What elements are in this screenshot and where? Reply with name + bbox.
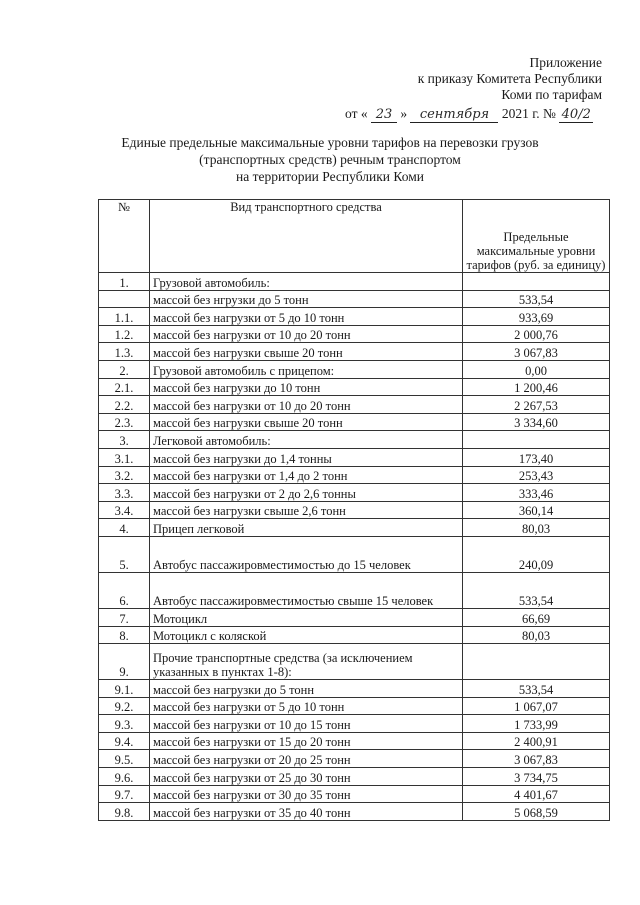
table-row bbox=[99, 448, 610, 466]
row-number: 2.2. bbox=[99, 396, 150, 414]
row-vehicle-type: Грузовой автомобиль: bbox=[150, 273, 463, 291]
appendix-line: Коми по тарифам bbox=[501, 87, 602, 102]
row-number: 9.4. bbox=[99, 732, 150, 750]
row-tariff: 1 200,46 bbox=[463, 378, 610, 396]
table-row bbox=[99, 768, 610, 786]
table-header-row bbox=[99, 200, 610, 273]
row-vehicle-type: массой без нагрузки свыше 20 тонн bbox=[150, 343, 463, 361]
row-vehicle-type: Автобус пассажировместимостью свыше 15 человек bbox=[150, 572, 463, 608]
row-number: 2.3. bbox=[99, 413, 150, 431]
table-row bbox=[99, 750, 610, 768]
row-vehicle-type: массой без нагрузки до 10 тонн bbox=[150, 378, 463, 396]
row-number: 1.3. bbox=[99, 343, 150, 361]
row-vehicle-type: массой без нагрузки от 20 до 25 тонн bbox=[150, 750, 463, 768]
row-number: 9.7. bbox=[99, 785, 150, 803]
row-vehicle-type: массой без нагрузки от 1,4 до 2 тонн bbox=[150, 466, 463, 484]
row-number: 9.8. bbox=[99, 803, 150, 821]
row-number: 2. bbox=[99, 360, 150, 378]
table-row bbox=[99, 697, 610, 715]
row-tariff: 533,54 bbox=[463, 572, 610, 608]
row-tariff: 2 000,76 bbox=[463, 325, 610, 343]
order-date-line bbox=[345, 106, 625, 123]
number-label: № bbox=[543, 106, 556, 121]
row-vehicle-type: Мотоцикл bbox=[150, 608, 463, 626]
row-vehicle-type: Прицеп легковой bbox=[150, 519, 463, 537]
row-vehicle-type: Автобус пассажировместимостью до 15 человек bbox=[150, 536, 463, 572]
date-year: 2021 г. bbox=[501, 106, 540, 121]
row-number: 5. bbox=[99, 536, 150, 572]
table-row bbox=[99, 785, 610, 803]
row-tariff bbox=[463, 273, 610, 291]
row-number: 3.4. bbox=[99, 501, 150, 519]
row-tariff: 1 067,07 bbox=[463, 697, 610, 715]
table-row bbox=[99, 644, 610, 680]
row-vehicle-type: массой без нагрузки до 5 тонн bbox=[150, 680, 463, 698]
row-tariff: 240,09 bbox=[463, 536, 610, 572]
row-number: 9. bbox=[99, 644, 150, 680]
row-tariff: 533,54 bbox=[463, 290, 610, 308]
row-vehicle-type: массой без нагрузки от 30 до 35 тонн bbox=[150, 785, 463, 803]
row-number: 3.1. bbox=[99, 448, 150, 466]
row-number: 1.2. bbox=[99, 325, 150, 343]
table-row bbox=[99, 680, 610, 698]
row-number bbox=[99, 290, 150, 308]
table-row bbox=[99, 803, 610, 821]
date-prefix: от « bbox=[345, 106, 368, 121]
table-row bbox=[99, 626, 610, 644]
table-row bbox=[99, 519, 610, 537]
table-row bbox=[99, 413, 610, 431]
row-number: 4. bbox=[99, 519, 150, 537]
row-tariff: 333,46 bbox=[463, 484, 610, 502]
row-tariff: 66,69 bbox=[463, 608, 610, 626]
row-tariff bbox=[463, 644, 610, 680]
row-tariff bbox=[463, 431, 610, 449]
row-tariff: 3 067,83 bbox=[463, 343, 610, 361]
row-tariff: 3 734,75 bbox=[463, 768, 610, 786]
row-tariff: 4 401,67 bbox=[463, 785, 610, 803]
row-vehicle-type: массой без нагрузки от 25 до 30 тонн bbox=[150, 768, 463, 786]
row-number: 9.3. bbox=[99, 715, 150, 733]
row-vehicle-type: массой без нагрузки от 2 до 2,6 тонны bbox=[150, 484, 463, 502]
row-tariff: 3 334,60 bbox=[463, 413, 610, 431]
title-line: на территории Республики Коми bbox=[236, 169, 424, 184]
row-number: 9.2. bbox=[99, 697, 150, 715]
document-title bbox=[95, 134, 565, 185]
row-tariff: 533,54 bbox=[463, 680, 610, 698]
row-vehicle-type: массой без нагрузки от 15 до 20 тонн bbox=[150, 732, 463, 750]
table-row bbox=[99, 572, 610, 608]
date-quote: » bbox=[400, 106, 408, 121]
appendix-line: к приказу Комитета Республики bbox=[417, 71, 602, 86]
row-number: 1.1. bbox=[99, 308, 150, 326]
row-number: 3. bbox=[99, 431, 150, 449]
appendix-block bbox=[418, 55, 602, 103]
header-num: № bbox=[99, 200, 150, 273]
table-row bbox=[99, 290, 610, 308]
table-row bbox=[99, 732, 610, 750]
title-line: (транспортных средств) речным транспортом bbox=[199, 152, 461, 167]
row-tariff: 80,03 bbox=[463, 626, 610, 644]
table-row bbox=[99, 715, 610, 733]
row-vehicle-type: массой без нагрузки от 10 до 20 тонн bbox=[150, 396, 463, 414]
title-line: Единые предельные максимальные уровни тарифов на перевозки грузов bbox=[121, 135, 539, 150]
row-vehicle-type: массой без нагрузки свыше 20 тонн bbox=[150, 413, 463, 431]
table-row bbox=[99, 343, 610, 361]
table-row bbox=[99, 308, 610, 326]
table-row bbox=[99, 273, 610, 291]
row-tariff: 173,40 bbox=[463, 448, 610, 466]
row-vehicle-type: массой без нагрузки от 5 до 10 тонн bbox=[150, 308, 463, 326]
row-number: 3.3. bbox=[99, 484, 150, 502]
header-vehicle-type: Вид транспортного средства bbox=[150, 200, 463, 273]
row-tariff: 1 733,99 bbox=[463, 715, 610, 733]
table-row bbox=[99, 484, 610, 502]
row-number: 3.2. bbox=[99, 466, 150, 484]
header-tariff: Предельные максимальные уровни тарифов (руб. за единицу) bbox=[463, 200, 610, 273]
row-vehicle-type: массой без нагрузки свыше 2,6 тонн bbox=[150, 501, 463, 519]
table-row bbox=[99, 501, 610, 519]
row-number: 8. bbox=[99, 626, 150, 644]
row-tariff: 80,03 bbox=[463, 519, 610, 537]
row-vehicle-type: массой без нагрузки от 10 до 15 тонн bbox=[150, 715, 463, 733]
row-tariff: 0,00 bbox=[463, 360, 610, 378]
table-row bbox=[99, 431, 610, 449]
row-tariff: 933,69 bbox=[463, 308, 610, 326]
row-number: 9.6. bbox=[99, 768, 150, 786]
row-number: 9.5. bbox=[99, 750, 150, 768]
row-number: 1. bbox=[99, 273, 150, 291]
row-vehicle-type: Мотоцикл с коляской bbox=[150, 626, 463, 644]
date-day: 23 bbox=[371, 107, 397, 123]
row-tariff: 360,14 bbox=[463, 501, 610, 519]
appendix-line: Приложение bbox=[529, 55, 602, 70]
row-tariff: 2 267,53 bbox=[463, 396, 610, 414]
table-row bbox=[99, 396, 610, 414]
row-tariff: 253,43 bbox=[463, 466, 610, 484]
row-tariff: 2 400,91 bbox=[463, 732, 610, 750]
row-number: 9.1. bbox=[99, 680, 150, 698]
row-vehicle-type: Легковой автомобиль: bbox=[150, 431, 463, 449]
table-row bbox=[99, 466, 610, 484]
row-number: 2.1. bbox=[99, 378, 150, 396]
row-vehicle-type: массой без нгрузки до 5 тонн bbox=[150, 290, 463, 308]
row-vehicle-type: Грузовой автомобиль с прицепом: bbox=[150, 360, 463, 378]
row-vehicle-type: массой без нагрузки от 35 до 40 тонн bbox=[150, 803, 463, 821]
date-month: сентября bbox=[410, 107, 498, 123]
tariff-table bbox=[98, 199, 610, 821]
row-tariff: 3 067,83 bbox=[463, 750, 610, 768]
table-row bbox=[99, 536, 610, 572]
table-row bbox=[99, 608, 610, 626]
table-row bbox=[99, 378, 610, 396]
table-row bbox=[99, 360, 610, 378]
row-vehicle-type: Прочие транспортные средства (за исключением указанных в пунктах 1-8): bbox=[150, 644, 463, 680]
row-tariff: 5 068,59 bbox=[463, 803, 610, 821]
row-vehicle-type: массой без нагрузки от 5 до 10 тонн bbox=[150, 697, 463, 715]
row-vehicle-type: массой без нагрузки от 10 до 20 тонн bbox=[150, 325, 463, 343]
row-number: 6. bbox=[99, 572, 150, 608]
order-number: 40/2 bbox=[559, 107, 593, 123]
table-row bbox=[99, 325, 610, 343]
row-vehicle-type: массой без нагрузки до 1,4 тонны bbox=[150, 448, 463, 466]
row-number: 7. bbox=[99, 608, 150, 626]
